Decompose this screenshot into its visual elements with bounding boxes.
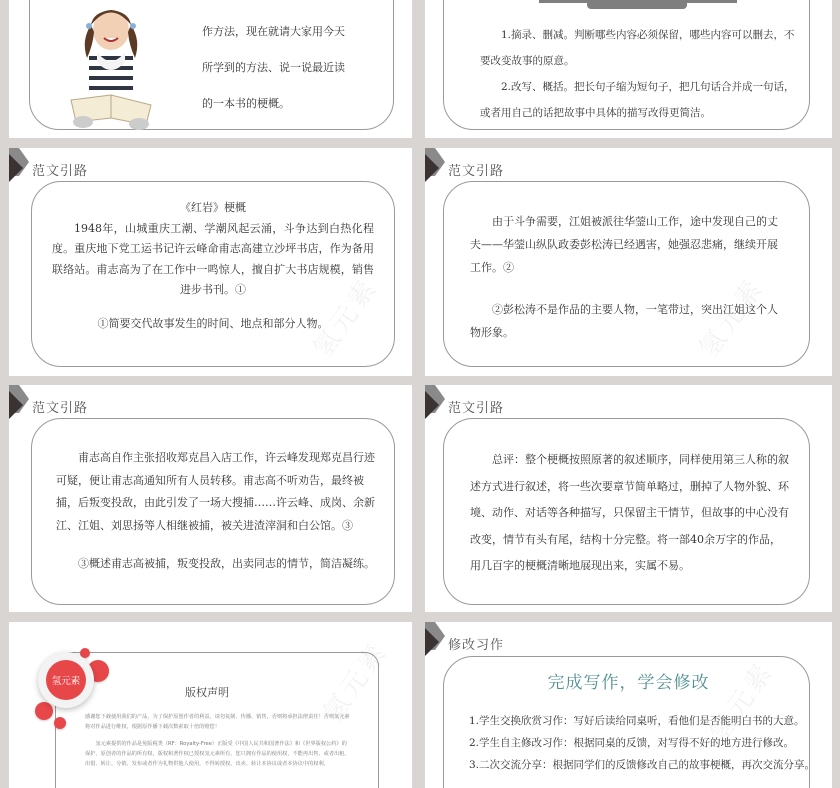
excerpt-note: ②彭松涛不是作品的主要人物，一笔带过，突出江姐这个人物形象。: [470, 303, 778, 339]
copyright-body: [85, 712, 350, 769]
decor-dot: [54, 717, 66, 729]
excerpt-body: 甫志高自作主张招收郑克昌入店工作，许云峰发现郑克昌行迹可疑，便让甫志高通知所有人员转移。甫志高不听劝告，最终被捕，后叛变投敌，由此引发了一场大搜捕……许云峰、成岗、余新江、江姐、刘思扬等人相继被捕，被关进渣滓洞和白公馆。③: [56, 451, 375, 532]
revision-step: 3.二次交流分享：根据同学们的反馈修改自己的故事梗概，再次交流分享。: [469, 759, 816, 771]
corner-arrow-icon: [425, 148, 445, 184]
excerpt-body: 1948年，山城重庆工潮、学潮风起云涌，斗争达到白热化程度。重庆地下党工运书记许云峰命甫志高建立沙坪书店，作为备用联络站。甫志高为了在工作中一鸣惊人，擅自扩大书店规模，销售进步书刊。①: [52, 221, 374, 296]
text-line: 所学到的方法、说一说最近读: [202, 61, 345, 74]
content-box: [443, 418, 810, 605]
text-line: 作方法，现在就请大家用今天: [202, 25, 345, 38]
corner-arrow-icon: [9, 148, 29, 184]
excerpt-body: 由于斗争需要，江姐被派往华蓥山工作，途中发现自己的丈夫——华蓥山纵队政委彭松涛已经遇害，她强忍悲痛，继续开展工作。②: [470, 215, 778, 274]
slide-4[interactable]: [425, 148, 832, 376]
copyright-paragraph: 感谢您下载使用我们的产品，为了保护原创作者的利益，请勿复制、传播、销售，否则将承担法律责任！否则氢元素将对作品进行维权，根据原作播下载次数索取十倍的赔偿！: [85, 714, 350, 730]
method-item: 1.摘录、删减。判断哪些内容必须保留，哪些内容可以删去，不要改变故事的原意。: [480, 29, 795, 67]
excerpt-heading: 《红岩》梗概: [180, 201, 246, 214]
review-body: 总评：整个梗概按照原著的叙述顺序，同样使用第三人称的叙述方式进行叙述，将一些次要章节简单略过，删掉了人物外貌、环境、动作、对话等各种描写，只保留主干情节，但故事的中心没有改变，情节有头有尾，结构十分完整。将一部40余万字的作品，用几百字的梗概清晰地展现出来，实属不易。: [470, 453, 789, 572]
corner-arrow-icon: [9, 385, 29, 421]
intro-text: [202, 14, 382, 122]
slide-6[interactable]: [425, 385, 832, 612]
content-box: [31, 418, 395, 605]
copyright-paragraph: 氢元素提供的作品是免版税类（RF：Royalty-Free）正版受《中国人民共和国著作法》和《世界版权公约》的保护，原创者的作品的所有权、版权和著作权已授权氢元素所有，您只拥有作品的使用权，不能再出售，或者出租、出借、转让、分销、发布或者作为礼物供他人使用，不得转授权、出卖、转让本协议或者本协议中的权利。: [85, 741, 350, 767]
slide-title: 修改习作: [448, 638, 505, 653]
slide-title: 范文引路: [448, 401, 505, 416]
slide-7[interactable]: [9, 622, 412, 788]
slide-title: 范文引路: [32, 164, 89, 179]
content-box: [443, 181, 810, 367]
method-list: [480, 22, 800, 126]
content-box: [31, 181, 395, 367]
slide-5[interactable]: [9, 385, 412, 612]
slide-1[interactable]: [9, 0, 412, 138]
slide-2[interactable]: [425, 0, 832, 138]
revision-step: 1.学生交换欣赏习作：写好后读给同桌听，看他们是否能明白书的大意。: [469, 715, 805, 727]
text-line: 的一本书的梗概。: [202, 97, 290, 110]
slide-title: 范文引路: [32, 401, 89, 416]
slide-3[interactable]: [9, 148, 412, 376]
excerpt-note: ①简要交代故事发生的时间、地点和部分人物。: [97, 316, 329, 330]
copyright-title: 版权声明: [185, 686, 229, 699]
slide-title: 范文引路: [448, 164, 505, 179]
brand-logo: 氢元素: [46, 660, 86, 700]
girl-reading-image: [61, 0, 161, 130]
method-item: 2.改写、概括。把长句子缩为短句子，把几句话合并成一句话，或者用自己的话把故事中具体的描写改得更简洁。: [480, 81, 795, 119]
corner-arrow-icon: [425, 622, 445, 658]
slide-headline: 完成写作，学会修改: [547, 673, 710, 693]
revision-steps: [469, 710, 819, 776]
slide-8[interactable]: [425, 622, 832, 788]
decor-dot: [35, 702, 53, 720]
excerpt-note: ③概述甫志高被捕，叛变投敌，出卖同志的情节，简洁凝练。: [78, 557, 375, 570]
revision-step: 2.学生自主修改习作：根据同桌的反馈，对写得不好的地方进行修改。: [469, 737, 795, 749]
header-tab-decoration: [587, 0, 687, 9]
corner-arrow-icon: [425, 385, 445, 421]
